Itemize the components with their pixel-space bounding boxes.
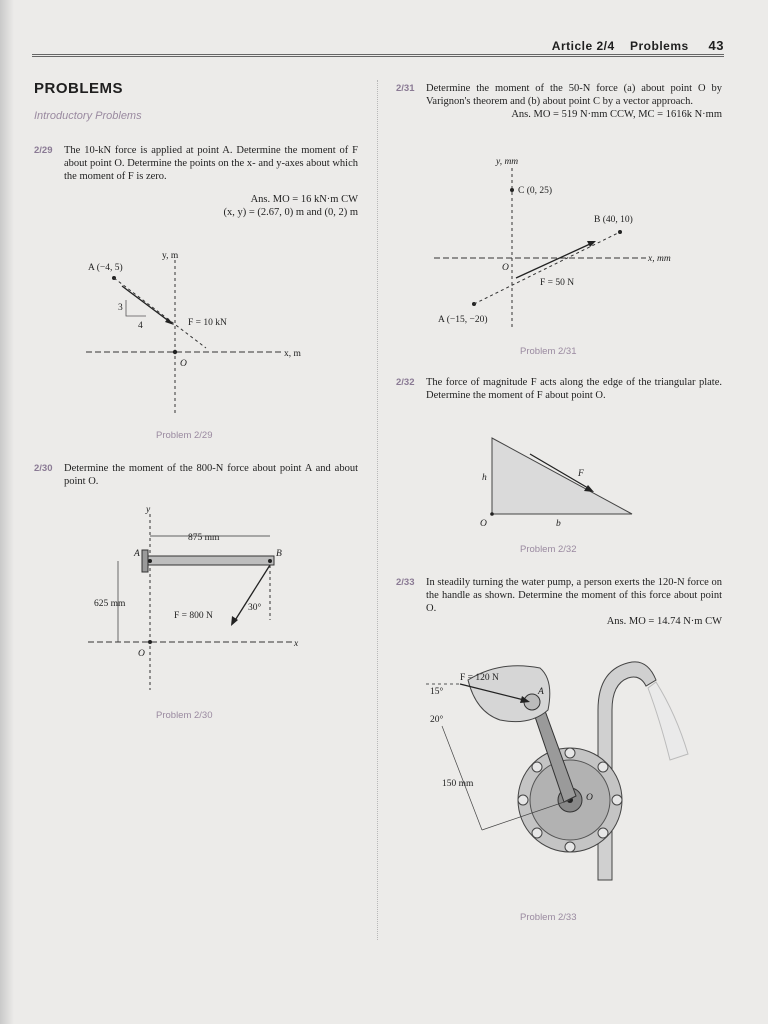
base-label: b — [556, 519, 561, 529]
height-label: h — [482, 473, 487, 483]
origin-label: O — [502, 263, 509, 273]
problem-2-32 — [396, 376, 722, 402]
angle-label: 30° — [248, 603, 262, 613]
answer-line-1: Ans. MO = 16 kN·m CW — [250, 194, 358, 205]
line-of-action — [474, 232, 620, 304]
figure-2-30 — [84, 500, 314, 700]
triangular-plate — [492, 438, 632, 514]
point-a-label: A — [538, 687, 544, 697]
height-label: 625 mm — [94, 599, 126, 609]
origin-label: O — [138, 649, 145, 659]
running-header — [32, 36, 724, 56]
point-c — [510, 188, 514, 192]
figure-2-29 — [82, 246, 322, 426]
problem-text: Determine the moment of the 800-N force about point A and about point O. — [64, 463, 358, 487]
problem-text: The force of magnitude F acts along the edge of the triangular plate. Determine the moment of F about point O. — [426, 377, 722, 401]
length-label: 875 mm — [188, 533, 220, 543]
problem-number: 2/31 — [396, 83, 415, 94]
section-title: PROBLEMS — [34, 80, 124, 97]
problem-text: Determine the moment of the 50-N force (a) about point O by Varignon's theorem and (b) about point C by a vector approach. — [426, 83, 722, 107]
problem-number: 2/29 — [34, 145, 53, 156]
beam — [146, 556, 274, 565]
beam-support — [142, 550, 148, 572]
origin-label: O — [180, 359, 187, 369]
figure-2-33 — [420, 650, 690, 900]
origin-point — [173, 350, 177, 354]
header-right — [552, 38, 724, 53]
problem-2-33 — [396, 576, 722, 628]
point-a — [148, 559, 152, 563]
origin-point — [148, 640, 152, 644]
caption-2-30: Problem 2/30 — [156, 710, 213, 721]
origin-point — [490, 512, 494, 516]
problem-number: 2/30 — [34, 463, 53, 474]
y-axis-label: y — [146, 505, 151, 515]
caption-2-33: Problem 2/33 — [520, 912, 577, 923]
point-o-label: O — [586, 793, 593, 803]
answer-line: Ans. MO = 14.74 N·m CW — [606, 616, 722, 627]
figure-2-32 — [470, 430, 650, 530]
problem-2-31 — [396, 82, 722, 121]
point-b-label: B (40, 10) — [594, 215, 633, 225]
x-axis-label: x, m — [284, 349, 301, 359]
header-rule — [32, 54, 724, 57]
y-axis-label: y, mm — [496, 157, 519, 167]
problem-number: 2/32 — [396, 377, 415, 388]
caption-2-29: Problem 2/29 — [156, 430, 213, 441]
answer-line: Ans. MO = 519 N·mm CCW, MC = 1616k N·mm — [511, 109, 722, 120]
figure-2-31 — [430, 150, 700, 340]
header-article: Article 2/4 — [551, 39, 615, 53]
problem-2-29 — [34, 144, 358, 219]
water-stream — [648, 682, 688, 760]
point-b-label: B — [276, 549, 282, 559]
force-label: F = 120 N — [460, 673, 499, 683]
column-divider — [377, 80, 378, 940]
problem-text: In steadily turning the water pump, a person exerts the 120-N force on the handle as shown. Determine the moment of this force about point O. — [426, 577, 722, 614]
caption-2-31: Problem 2/31 — [520, 346, 577, 357]
slope-4-label: 4 — [138, 321, 143, 331]
y-axis-label: y, m — [162, 251, 179, 261]
angle-15-label: 15° — [430, 687, 444, 697]
angle-20-label: 20° — [430, 715, 444, 725]
force-label: F = 50 N — [540, 278, 575, 288]
slope-3-label: 3 — [118, 303, 123, 313]
origin-label: O — [480, 519, 487, 529]
section-subtitle: Introductory Problems — [34, 110, 142, 122]
point-c-label: C (0, 25) — [518, 186, 553, 196]
problem-text: The 10-kN force is applied at point A. Determine the moment of F about point O. Determine the points on the x- and y-axes about which the moment of F is zero. — [64, 145, 358, 182]
length-label: 150 mm — [442, 779, 474, 789]
problem-number: 2/33 — [396, 577, 415, 588]
header-section: Problems — [630, 39, 689, 53]
x-axis-label: x, mm — [648, 254, 671, 264]
x-axis-label: x — [294, 639, 299, 649]
force-arrow — [516, 244, 590, 278]
caption-2-32: Problem 2/32 — [520, 544, 577, 555]
problem-2-30 — [34, 462, 358, 488]
force-arrow — [122, 286, 170, 322]
force-label: F = 800 N — [174, 611, 213, 621]
dimension-150 — [442, 726, 482, 830]
line-of-action — [114, 278, 206, 348]
page-number: 43 — [708, 38, 724, 53]
point-a-label: A (−15, −20) — [438, 315, 488, 325]
force-label: F = 10 kN — [188, 318, 227, 328]
force-label: F — [578, 469, 584, 479]
point-a-label: A — [134, 549, 140, 559]
point-a-label: A (−4, 5) — [88, 263, 123, 273]
page-binding-shadow — [0, 0, 14, 1024]
point-b — [268, 559, 272, 563]
force-arrow — [234, 565, 270, 622]
answer-line-2: (x, y) = (2.67, 0) m and (0, 2) m — [223, 207, 358, 218]
